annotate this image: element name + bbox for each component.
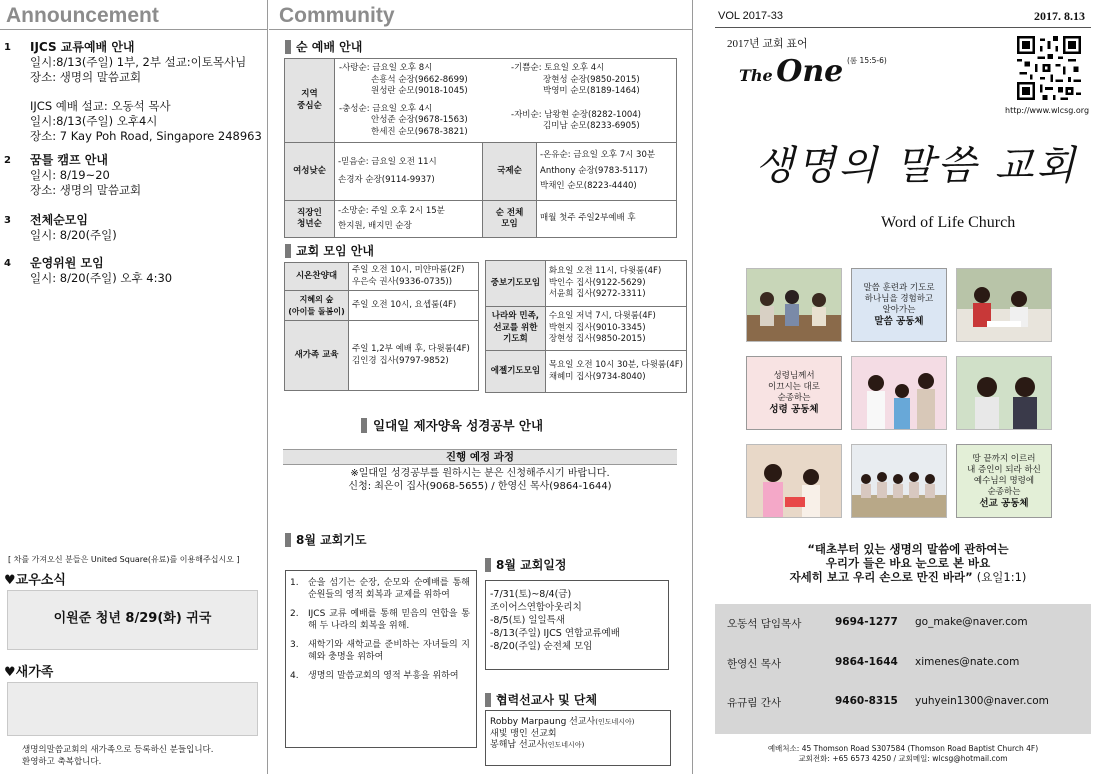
member-news-box: 이원준 청년 8/29(화) 귀국: [7, 590, 258, 650]
community-header: Community: [269, 0, 692, 30]
item-title: 꿈틀 캠프 안내: [30, 153, 108, 167]
prayer-title: 8월 교회기도: [285, 531, 367, 548]
row-content: [537, 143, 677, 201]
row-content: 매월 첫주 주일2부예배 후: [537, 201, 677, 238]
soon-worship-table: [284, 58, 677, 238]
logo-the: The: [739, 66, 773, 85]
prayer-number: 1.: [290, 578, 299, 588]
contact-email[interactable]: ximenes@nate.com: [915, 656, 1020, 668]
cover-column: [693, 0, 1096, 774]
card-line: 땅 끝까지 이르러: [972, 453, 1036, 464]
prayer-number: 4.: [290, 671, 299, 681]
verse-line: “태초부터 있는 생명의 말씀에 관하여는: [807, 542, 1009, 556]
row-label: 순 전체 모임: [483, 201, 537, 238]
prayer-number: 3.: [290, 640, 299, 650]
card-line: 알아가는: [882, 305, 916, 315]
mission-list: [485, 710, 671, 766]
member-news-title: ♥교우소식: [4, 573, 66, 588]
meeting-detail: [545, 351, 686, 393]
meeting-label: 새가족 교육: [285, 321, 349, 391]
meeting-label: 시온찬양대: [285, 263, 349, 291]
bible-note-line: 신청: 최은이 집사(9068-5655) / 한영신 목사(9864-1644): [348, 481, 612, 492]
table-row: [285, 201, 677, 238]
soon-line: -믿음순: 금요일 오전 11시: [338, 157, 437, 167]
soon-line: 손경자 순장(9114-9937): [338, 174, 435, 185]
meeting-line: 서윤희 집사(9272-3311): [548, 289, 646, 300]
table-row: [486, 351, 687, 393]
item-line: 일시:8/13(주일) 1부, 2부 설교:이토목사님: [30, 55, 247, 69]
bible-study-note: [283, 467, 677, 493]
mission-item: [490, 729, 666, 741]
soon-line: 박채인 순모(8223-4440): [540, 181, 637, 192]
table-row: [285, 143, 677, 201]
qr-code-icon[interactable]: [1017, 36, 1081, 100]
meeting-line: 박현지 집사(9010-3345): [548, 322, 646, 333]
logo-one: One: [776, 54, 844, 89]
family-photo-image: [852, 357, 947, 430]
soon-line: -자비순: 남왕현 순장(8282-1004): [511, 109, 641, 120]
announcement-header: Announcement: [0, 0, 267, 30]
row-content: [335, 59, 677, 143]
meeting-detail: [545, 307, 686, 351]
meeting-label: 나라와 민족, 선교를 위한 기도회: [486, 307, 546, 351]
mission-item: [490, 740, 666, 752]
table-row: [486, 261, 687, 307]
announcement-item-1: [4, 40, 264, 144]
community-column: [269, 0, 693, 774]
bible-verse: [733, 542, 1083, 584]
schedule-item: -8/13(주일) IJCS 연합교류예배: [490, 628, 620, 639]
soon-worship-title: 순 예배 안내: [285, 38, 362, 55]
announcement-item-3: [4, 213, 264, 243]
mission-name: Robby Marpaung 선교사: [490, 717, 596, 727]
schedule-title: 8월 교회일정: [485, 556, 567, 573]
contact-phone[interactable]: 9694-1277: [835, 616, 898, 628]
item-line: IJCS 예배 설교: 오동석 목사: [30, 99, 171, 113]
prayer-text: IJCS 교류 예배를 통해 믿음의 연합을 통해 두 나라의 회복을 위해.: [308, 609, 470, 631]
bible-study-title: 일대일 제자양육 성경공부 안내: [361, 416, 543, 434]
table-row: [285, 321, 479, 391]
meeting-line: 목요일 오전 10시 30분, 다윗룸(4F): [548, 360, 683, 370]
meeting-line: 우은숙 권사(9336-0735)): [352, 276, 453, 287]
meeting-table-right: [485, 260, 687, 393]
mission-name: 새빛 맹인 선교회: [490, 728, 557, 739]
item-title: 운영위원 모임: [30, 256, 104, 270]
card-line: 하나님을 경험하고: [864, 294, 934, 304]
row-content: [335, 143, 483, 201]
contact-phone[interactable]: 9460-8315: [835, 695, 898, 707]
church-photo: [851, 444, 947, 518]
children-photo-image: [747, 445, 842, 518]
announcement-item-2: [4, 153, 264, 198]
verse-line: 자세히 보고 우리 손으로 만진 바라”: [789, 570, 973, 584]
soon-line: 손흥석 순장(9662-8699): [371, 74, 468, 85]
cover-page: [715, 6, 1091, 768]
website-url[interactable]: http://www.wlcsg.org: [1005, 106, 1090, 115]
church-name-english: Word of Life Church: [881, 214, 1016, 231]
card-title: 말씀 공동체: [874, 316, 924, 327]
contact-phone[interactable]: 9864-1644: [835, 656, 898, 668]
logo-reference: (롬 15:5-6): [847, 56, 887, 65]
church-photo: [956, 356, 1052, 430]
item-line: 장소: 생명의 말씀교회: [30, 183, 142, 197]
new-family-box: [7, 682, 258, 736]
bible-note-line: ※일대일 성경공부를 원하시는 분은 신청해주시기 바랍니다.: [350, 468, 610, 479]
prayer-text: 새학기와 새학교를 준비하는 자녀들의 지혜와 충명을 위하여: [308, 640, 470, 662]
soon-line: 박영미 순모(8189-1464): [543, 86, 640, 96]
item-line: 일시: 8/19~20: [30, 168, 110, 182]
prayer-number: 2.: [290, 609, 299, 619]
schedule-list: [485, 580, 669, 670]
volume-number: VOL 2017-33: [718, 10, 784, 22]
card-line: 순종하는: [777, 393, 811, 403]
item-line: 장소: 생명의 말씀교회: [30, 70, 142, 84]
contact-email[interactable]: go_make@naver.com: [915, 616, 1028, 628]
row-label: 지역 중심순: [285, 59, 335, 143]
mission-community-card: [956, 444, 1052, 518]
soon-line: 원성란 순모(9018-1045): [371, 86, 468, 96]
footnote-line: 생명의말씀교회의 새가족으로 등록하신 분들입니다.: [22, 745, 214, 755]
meeting-label: 지혜의 숲 (아이들 돌봄이): [285, 291, 349, 321]
contact-panel: [715, 604, 1091, 734]
church-meeting-title: 교회 모임 안내: [285, 242, 374, 259]
item-number: 3: [4, 215, 11, 226]
prayer-item: [290, 608, 470, 632]
bible-study-bar: 진행 예정 과정: [283, 449, 677, 465]
soon-line: 한지원, 배지민 순장: [338, 220, 412, 231]
row-content: [335, 201, 483, 238]
soon-line: -기쁨순: 토요일 오후 4시: [511, 63, 605, 73]
meeting-line: 수요일 저녁 7시, 다윗룸(4F): [548, 311, 656, 322]
church-photo: [746, 444, 842, 518]
meeting-table-left: [284, 262, 479, 391]
meeting-line: 채혜미 집사(9734-8040): [548, 371, 646, 382]
table-row: [285, 59, 677, 143]
card-line: 순종하는: [987, 486, 1021, 497]
church-name-korean: 생명의 말씀 교회: [755, 143, 1078, 189]
item-line: 일시: 8/20(주일) 오후 4:30: [30, 271, 173, 285]
contact-role: 한영신 목사: [727, 658, 782, 670]
church-address: [715, 744, 1091, 764]
contact-role: 유규림 간사: [727, 697, 782, 709]
soon-line: 한세진 순모(9678-3821): [371, 126, 468, 137]
card-title: 선교 공동체: [979, 497, 1029, 509]
mission-item: [490, 717, 666, 729]
item-title: IJCS 교류예배 안내: [30, 40, 135, 54]
meeting-label: 중보기도모임: [486, 261, 546, 307]
announcement-item-4: [4, 256, 264, 286]
verse-reference: (요일1:1): [976, 570, 1027, 584]
the-one-logo: [739, 54, 843, 89]
table-row: [285, 291, 479, 321]
table-row: [285, 263, 479, 291]
prayer-text: 순을 섬기는 순장, 순모와 순예배를 통해 순원들의 영적 회복과 교제를 위하여: [308, 578, 470, 600]
meeting-line: 주일 1,2부 예배 후, 다윗룸(4F): [352, 344, 470, 354]
row-label: 직장인 청년순: [285, 201, 335, 238]
schedule-item: -8/20(주일) 순전체 모임: [490, 641, 593, 652]
mission-name: 봉해남 선교사: [490, 740, 546, 750]
mission-note: (인도네시아): [595, 718, 635, 726]
schedule-item: 조이어스연합아웃리치: [490, 602, 582, 613]
item-number: 1: [4, 42, 11, 53]
card-line: 내 증인이 되라 하신: [967, 464, 1041, 475]
soon-line: 장현성 순장(9850-2015): [543, 74, 640, 85]
card-line: 성령님께서: [773, 371, 815, 381]
address-line: 교회전화: +65 6573 4250 / 교회메일: wlcsg@hotmail.com: [798, 754, 1008, 763]
spirit-community-card: [746, 356, 842, 430]
meeting-detail: 주일 오전 10시, 요셉룸(4F): [349, 291, 479, 321]
prayer-item: [290, 639, 470, 663]
mission-note: (인도네시아): [545, 741, 585, 749]
word-community-card: [851, 268, 947, 342]
congregation-photo-image: [852, 445, 947, 518]
announcement-column: [0, 0, 268, 774]
bulletin-date: 2017. 8.13: [1034, 9, 1085, 23]
new-family-title: ♥새가족: [4, 665, 54, 680]
soon-line: 김미남 순모(8233-6905): [543, 121, 640, 131]
schedule-item: -7/31(토)~8/4(금): [490, 589, 572, 600]
item-line: 일시: 8/20(주일): [30, 228, 117, 242]
cover-divider: [715, 27, 1091, 28]
meeting-line: 주일 오전 10시, 미얀마룸(2F): [352, 265, 465, 275]
schedule-item: -8/5(토) 일일특새: [490, 615, 566, 626]
card-title: 성령 공동체: [769, 404, 819, 415]
prayer-text: 생명의 말씀교회의 영적 부흥을 위하여: [308, 671, 459, 681]
new-family-footnote: [22, 744, 213, 768]
soon-line: -소망순: 주일 오후 2시 15분: [338, 206, 445, 216]
meeting-line: 박인수 집사(9122-5629): [548, 277, 646, 288]
meeting-line: 김인경 집사(9797-9852): [352, 355, 449, 366]
row-label: 국제순: [483, 143, 537, 201]
group-photo-image: [747, 269, 842, 342]
item-title: 전체순모임: [30, 213, 88, 227]
soon-line: Anthony 순장(9783-5117): [540, 165, 648, 176]
parking-notice: [ 차를 가져오신 분들은 United Square(유료)를 이용해주십시오 ]: [8, 555, 240, 564]
meeting-detail: [349, 321, 479, 391]
year-motto-label: 2017년 교회 표어: [727, 38, 808, 50]
church-photo: [956, 268, 1052, 342]
contact-row: [727, 695, 1049, 710]
table-row: [486, 307, 687, 351]
verse-line: 우리가 들은 바요 눈으로 본 바요: [825, 556, 991, 570]
prayer-item: [290, 670, 470, 682]
item-line: 일시:8/13(주일) 오후4시: [30, 114, 158, 128]
footnote-line: 환영하고 축복합니다.: [22, 757, 102, 767]
contact-email[interactable]: yuhyein1300@naver.com: [915, 695, 1049, 707]
meeting-detail: [545, 261, 686, 307]
mission-title: 협력선교사 및 단체: [485, 691, 597, 708]
item-number: 2: [4, 155, 11, 166]
meeting-line: 화요일 오전 11시, 다윗룸(4F): [548, 266, 662, 277]
item-line: 장소: 7 Kay Poh Road, Singapore 248963: [30, 129, 262, 143]
contact-role: 오동석 담임목사: [727, 618, 802, 630]
church-photo: [851, 356, 947, 430]
contact-row: [727, 616, 1028, 631]
meeting-detail: [349, 263, 479, 291]
church-photo: [746, 268, 842, 342]
soon-line: 안성준 순장(9678-1563): [371, 115, 468, 125]
prayer-item: [290, 577, 470, 601]
soon-line: -온유순: 금요일 오후 7시 30분: [540, 150, 656, 161]
row-label: 여성낮순: [285, 143, 335, 201]
address-line: 예배처소: 45 Thomson Road S307584 (Thomson Road Baptist Church 4F): [767, 744, 1039, 753]
card-line: 이끄시는 대로: [768, 382, 820, 392]
bible-study-photo-image: [957, 269, 1052, 342]
meeting-line: 장현성 집사(9850-2015): [548, 334, 646, 345]
soon-line: -사랑순: 금요일 오후 8시: [339, 63, 433, 73]
card-line: 예수님의 명령에: [973, 475, 1035, 486]
meeting-label: 에젤기도모임: [486, 351, 546, 393]
contact-row: [727, 656, 1019, 671]
card-line: 말씀 훈련과 기도로: [863, 283, 935, 293]
prayer-list: [285, 570, 477, 748]
fellowship-photo-image: [957, 357, 1052, 430]
soon-line: -충성순: 금요일 오후 4시: [339, 103, 433, 114]
item-number: 4: [4, 258, 11, 269]
